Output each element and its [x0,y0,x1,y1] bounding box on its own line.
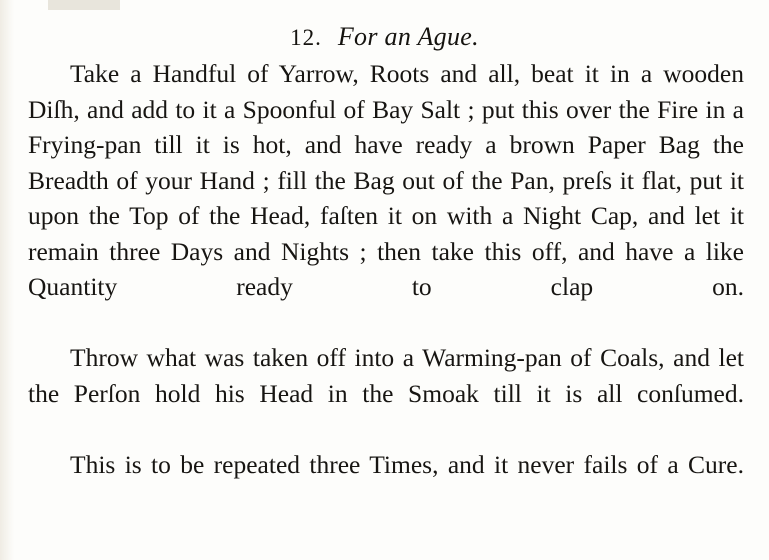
recipe-number: 12. [290,25,322,50]
body-text [28,56,744,518]
paragraph-text: This is to be repeated three Times, and it never fails of a Cure. [70,449,744,479]
paragraph-2 [28,340,744,447]
scan-edge-artifact [0,0,14,560]
paragraph-text: Throw what was taken off into a Warming-pan of Coals, and let the Perſon hold his Head in the Smoak till it is all conſumed. [28,343,744,408]
paragraph-1 [28,56,744,340]
paragraph-text: Take a Handful of Yarrow, Roots and all, beat it in a wooden Diſh, and add to it a Spoonful of Bay Salt ; put this over the Fire in a Frying-pan till it is hot, and have ready a brown Paper Bag the Breadth of your Hand ; fill the Bag out of the Pan, preſs it flat, put it upon the Top of the Head, faſten it on with a Night Cap, and let it remain three Days and Nights ; then take this off, and have a like Quantity ready to clap on. [28,59,744,301]
recipe-title: For an Ague. [337,22,479,51]
scan-top-artifact [48,0,120,10]
page-heading [0,22,769,52]
paragraph-3 [28,447,744,518]
